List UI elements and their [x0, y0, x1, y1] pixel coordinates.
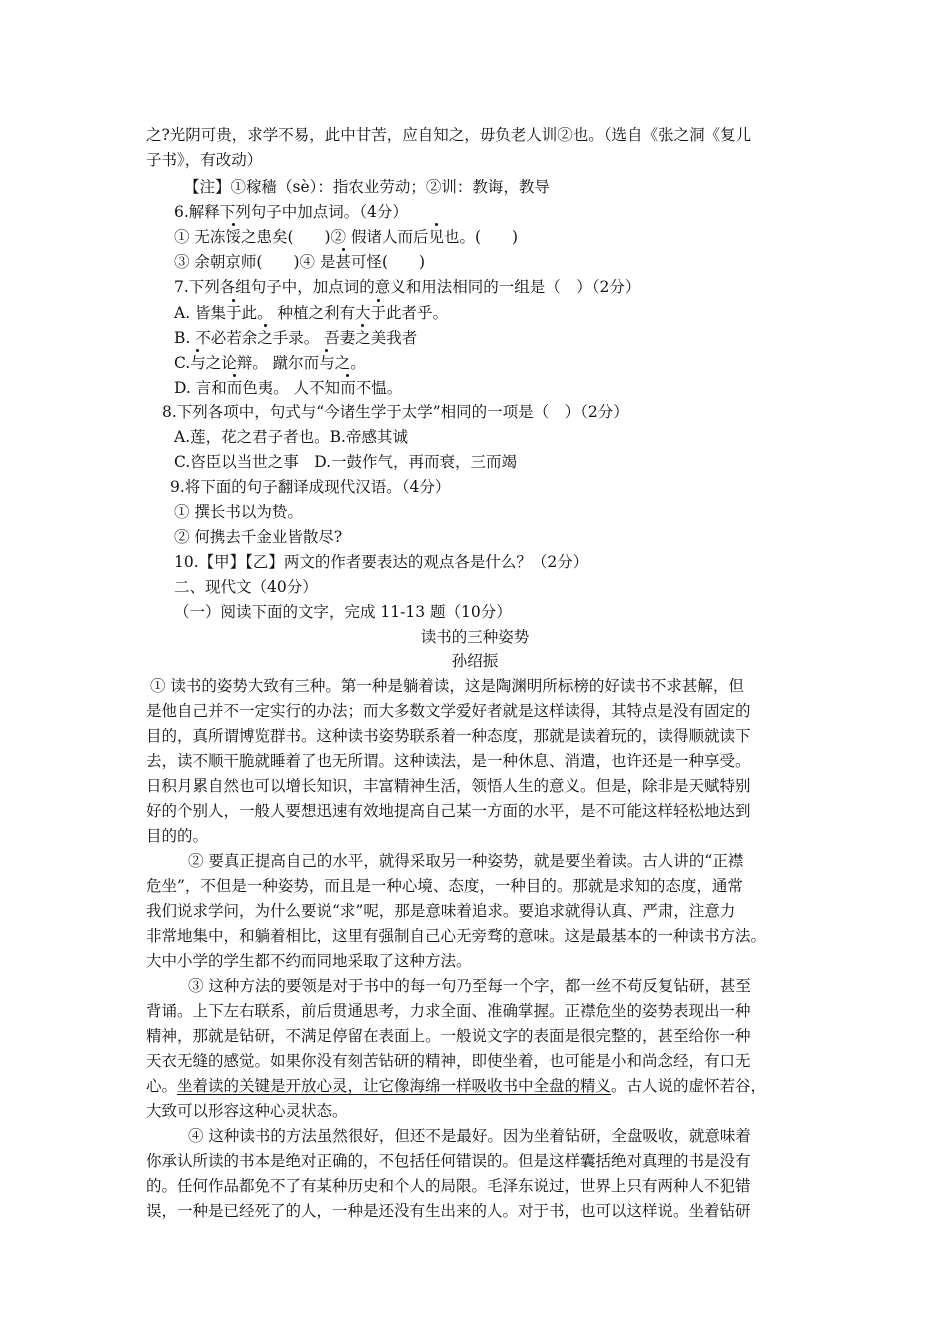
article-p3-line: ③ 这种方法的要领是对于书中的每一句乃至每一个字，都一丝不苟反复钻研，甚至 — [188, 977, 751, 995]
article-p2-line: 大中小学的学生都不约而同地采取了这种方法。 — [146, 952, 472, 970]
dotted-character: 于 — [226, 304, 242, 322]
text-segment: 之。 — [334, 354, 366, 372]
article-p2-line: 我们说求学问，为什么要说“求”呢，那是意味着追求。要追求就得认真、严肃，注意力 — [146, 902, 736, 920]
dotted-character: 与 — [319, 354, 335, 372]
question-7-stem: 7.下列各组句子中，加点词的意义和用法相同的一组是（ ）（2分） — [174, 278, 641, 296]
dotted-character: 于 — [370, 304, 387, 322]
text-segment: A. 皆集 — [174, 304, 227, 322]
question-8-stem: 8.下列各项中，句式与“今诸生学于太学”相同的一项是（ ）（2分） — [162, 403, 629, 421]
passage-a-tail-line-1: 之?光阴可贵，求学不易，此中甘苦，应自知之，毋负老人训②也。（选自《张之洞《复儿 — [146, 126, 752, 144]
article-p1-line: 好的个别人，一般人要想迅速有效地提高自己某一方面的水平，是不可能这样轻松地达到 — [146, 802, 751, 820]
question-10: 10.【甲】【乙】两文的作者要表达的观点各是什么？（2分） — [174, 553, 589, 571]
text-segment: 此者乎。 — [386, 304, 449, 322]
article-p1-line: 目的，真所谓博览群书。这种读书姿势联系着一种态度，那就是读着玩的，读得顺就读下 — [146, 727, 751, 745]
article-p3-line: 背诵。上下左右联系，前后贯通思考，力求全面、准确掌握。正襟危坐的姿势表现出一种 — [146, 1002, 751, 1020]
text-segment: ① 无冻 — [174, 228, 226, 246]
article-p4-line: 误，一种是已经死了的人，一种是还没有生出来的人。对于书，也可以这样说。坐着钻研 — [146, 1202, 751, 1220]
text-segment: 心。 — [146, 1077, 178, 1095]
text-segment: 也。( ) — [444, 228, 519, 246]
question-6-line-1 — [174, 226, 518, 248]
dotted-character: 而 — [340, 379, 356, 397]
text-segment: 之患矣( )② 假诸人而后 — [240, 228, 429, 246]
article-p3-line: 天衣无缝的感觉。如果你没有刻苦钻研的精神，即使坐着，也可能是小和尚念经，有口无 — [146, 1052, 751, 1070]
text-segment: 可怪( ) — [350, 253, 426, 271]
dotted-character: 甚 — [335, 253, 351, 271]
passage-a-tail-line-2: 子书》，有改动） — [146, 151, 263, 169]
dotted-character: 而 — [226, 379, 243, 397]
part-instruction: （一）阅读下面的文字，完成 11-13 题（10分） — [174, 603, 512, 621]
article-p1-line: ① 读书的姿势大致有三种。第一种是躺着读，这是陶渊明所标榜的好读书不求甚解，但 — [150, 677, 744, 695]
article-p1-line: 去，读不顺干脆就睡着了也无所谓。这种读法，是一种休息、消遣，也许还是一种享受。 — [146, 752, 751, 770]
dotted-character: 之 — [355, 329, 371, 347]
article-p4-line: ④ 这种读书的方法虽然很好，但还不是最好。因为坐着钻研，全盘吸收，就意味着 — [188, 1127, 751, 1145]
dotted-character: 见 — [428, 228, 444, 246]
dotted-character: 之 — [257, 329, 273, 347]
dotted-character: 与 — [190, 354, 206, 372]
article-p3-underlined-line — [146, 1075, 766, 1097]
article-p1-line: 日积月累自然也可以增长知识，丰富精神生活，领悟人生的意义。但是，除非是天赋特别 — [146, 777, 751, 795]
text-segment: 美我者 — [370, 329, 418, 347]
text-segment: C. — [174, 354, 191, 372]
text-segment: D. 言和 — [174, 379, 227, 397]
annotation-note: 【注】①稼穑（sè）：指农业劳动；②训：教诲，教导 — [184, 178, 550, 196]
text-segment: 。古人说的虚怀若谷， — [611, 1077, 767, 1095]
text-segment: 此。 种植之利有大 — [241, 304, 371, 322]
underlined-sentence: 坐着读的关键是开放心灵，让它像海绵一样吸收书中全盘的精义 — [177, 1077, 612, 1095]
article-title: 读书的三种姿势 — [420, 628, 530, 646]
text-segment: ③ 余朝京师( )④ 是 — [174, 253, 336, 271]
question-6-line-2 — [174, 251, 425, 273]
text-segment: 色夷。 人不知 — [242, 379, 341, 397]
question-7-option-c — [174, 352, 366, 374]
text-segment: 手录。 吾妻 — [272, 329, 356, 347]
question-7-option-d — [174, 377, 402, 399]
question-6-stem: 6.解释下列句子中加点词。（4分） — [174, 203, 408, 221]
question-9-stem: 9.将下面的句子翻译成现代汉语。（4分） — [170, 478, 451, 496]
question-9-sentence-2: ② 何携去千金业皆散尽? — [174, 528, 343, 546]
question-7-option-a — [174, 302, 448, 324]
article-p2-line: 非常地集中，和躺着相比，这里有强制自己心无旁骛的意味。这是最基本的一种读书方法。 — [146, 927, 767, 945]
article-p4-line: 的。任何作品都免不了有某种历史和个人的局限。毛泽东说过，世界上只有两种人不犯错 — [146, 1177, 751, 1195]
article-p3-line: 大致可以形容这种心灵状态。 — [146, 1102, 348, 1120]
article-p4-line: 你承认所读的书本是绝对正确的，不包括任何错误的。但是这样囊括绝对真理的书是没有 — [146, 1152, 751, 1170]
dotted-character: 馁 — [225, 228, 241, 246]
question-7-option-b — [174, 327, 417, 349]
article-p2-line: ② 要真正提高自己的水平，就得采取另一种姿势，就是要坐着读。古人讲的“正襟 — [188, 852, 744, 870]
section-heading: 二、现代文（40分） — [174, 578, 318, 596]
article-p1-line: 目的的。 — [146, 827, 209, 845]
article-p1-line: 是他自己并不一定实行的办法；而大多数文学爱好者就是这样读得，其特点是没有固定的 — [146, 702, 751, 720]
article-p3-line: 精神，那就是钻研，不满足停留在表面上。一般说文字的表面是很完整的，甚至给你一种 — [146, 1027, 751, 1045]
article-p2-line: 危坐”，不但是一种姿势，而且是一种心境、态度，一种目的。那就是求知的态度，通常 — [146, 877, 743, 895]
text-segment: 之论辩。 蹴尔而 — [205, 354, 320, 372]
text-segment: B. 不必若余 — [174, 329, 258, 347]
question-9-sentence-1: ① 撰长书以为贽。 — [174, 503, 303, 521]
article-author: 孙绍振 — [451, 652, 499, 670]
question-8-options-cd: C.咨臣以当世之事 D.一鼓作气，再而衰，三而竭 — [174, 453, 518, 471]
question-8-options-ab: A.莲，花之君子者也。B.帝感其诚 — [174, 428, 408, 446]
text-segment: 不愠。 — [355, 379, 403, 397]
